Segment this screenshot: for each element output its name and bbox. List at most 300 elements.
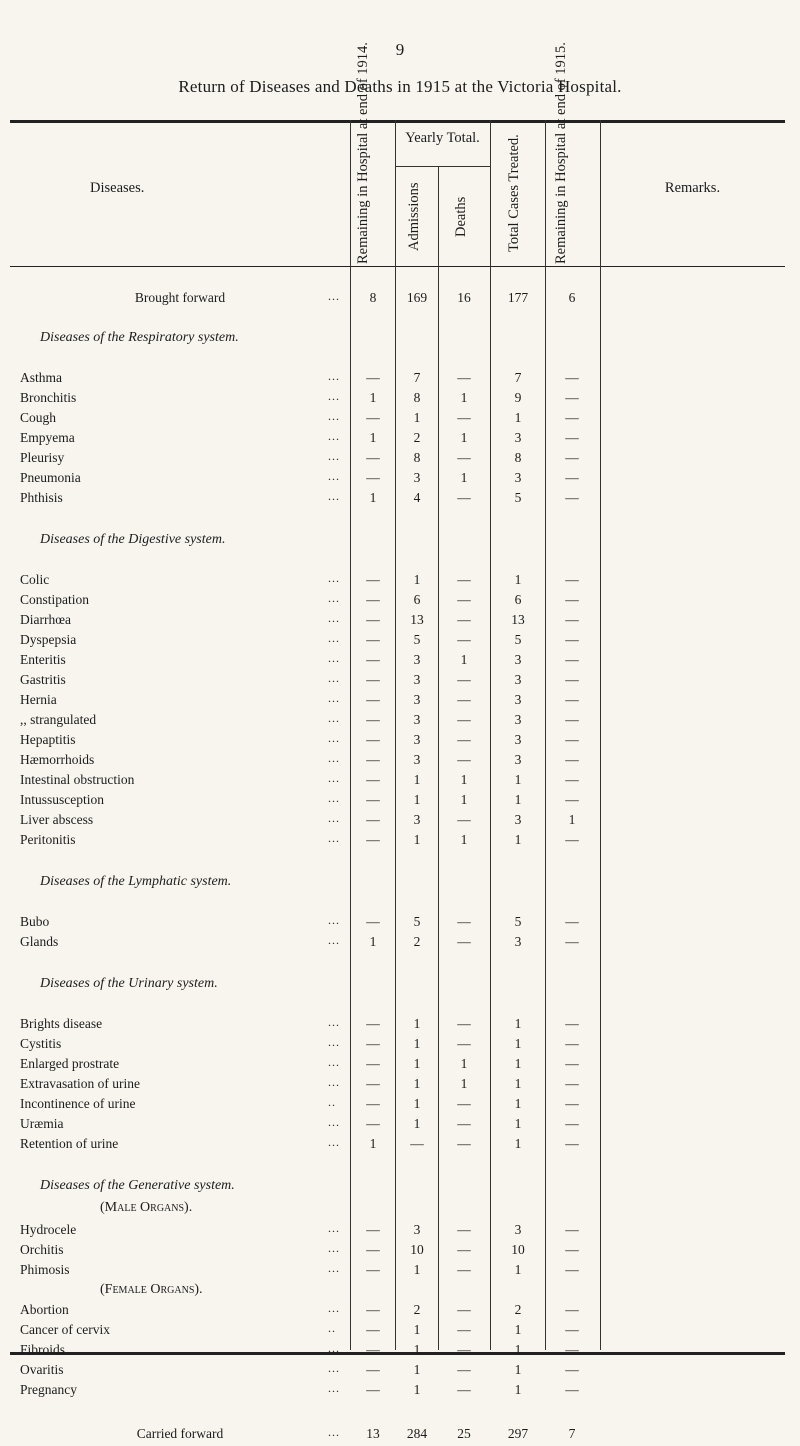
total-treated-cell: 3 [514, 712, 522, 727]
disease-name: ,, strangulated [20, 712, 97, 727]
table-row [10, 1016, 785, 1036]
table-row [10, 450, 785, 470]
disease-name: Bubo [20, 914, 50, 929]
table-row [10, 470, 785, 490]
remaining-1915-cell: — [565, 390, 579, 405]
deaths-cell: 1 [460, 772, 468, 787]
total-treated-cell: 2 [514, 1302, 522, 1317]
admissions-cell: 3 [413, 692, 421, 707]
remaining-1914-cell: — [366, 772, 380, 787]
remaining-1915-cell: — [565, 1056, 579, 1071]
disease-name: Glands [20, 934, 59, 949]
remaining-1914-cell: — [366, 732, 380, 747]
disease-name: Pleurisy [20, 450, 65, 465]
remaining-1914-cell: — [366, 1362, 380, 1377]
leader-dots: ... [328, 1241, 340, 1255]
total-treated-cell: 3 [514, 652, 522, 667]
admissions-cell: 1 [413, 792, 421, 807]
disease-name: Extravasation of urine [20, 1076, 140, 1091]
disease-name: Brights disease [20, 1016, 103, 1031]
deaths-cell: — [457, 1362, 471, 1377]
leader-dots: ... [328, 1135, 340, 1149]
remaining-1914-cell: — [366, 1076, 380, 1091]
total-treated-cell: 1 [514, 1322, 522, 1337]
leader-dots: ... [328, 1035, 340, 1049]
leader-dots: ... [328, 289, 340, 303]
yearly-total-divider [395, 166, 490, 167]
admissions-cell: 2 [413, 934, 421, 949]
table-row [10, 430, 785, 450]
admissions-cell: 1 [413, 1262, 421, 1277]
admissions-cell: 1 [413, 1016, 421, 1031]
table-row [10, 692, 785, 712]
remaining-1915-cell: — [565, 1302, 579, 1317]
total-treated-cell: 3 [514, 672, 522, 687]
remaining-1914-cell: — [366, 632, 380, 647]
carried-forward-row [10, 1426, 785, 1446]
section-heading: Diseases of the Respiratory system. [40, 330, 239, 345]
remaining-1915-cell: — [565, 1136, 579, 1151]
deaths-header: Deaths [453, 196, 469, 238]
leader-dots: ... [328, 1261, 340, 1275]
deaths-cell: 1 [460, 430, 468, 445]
admissions-cell: — [410, 1136, 424, 1151]
total-treated-cell: 1 [514, 1036, 522, 1051]
disease-name: Empyema [20, 430, 75, 445]
remaining-1915-cell: — [565, 490, 579, 505]
admissions-cell: 5 [413, 632, 421, 647]
deaths-cell: — [457, 934, 471, 949]
admissions-cell: 1 [413, 1362, 421, 1377]
leader-dots: ... [328, 671, 340, 685]
leader-dots: ... [328, 1075, 340, 1089]
admissions-cell: 1 [413, 1382, 421, 1397]
remaining-1915-cell: — [565, 1262, 579, 1277]
leader-dots: ... [328, 691, 340, 705]
remaining-1914-cell: — [366, 672, 380, 687]
deaths-cell: 1 [460, 390, 468, 405]
total-treated-cell: 3 [514, 812, 522, 827]
total-treated-cell: 1 [514, 1136, 522, 1151]
remaining-1914-cell: 1 [369, 1136, 377, 1151]
deaths-cell: — [457, 1036, 471, 1051]
admissions-cell: 169 [406, 290, 428, 305]
admissions-cell: 1 [413, 1322, 421, 1337]
total-treated-cell: 1 [514, 832, 522, 847]
remaining-1915-cell: — [565, 1036, 579, 1051]
table-row [10, 1362, 785, 1382]
admissions-cell: 1 [413, 410, 421, 425]
leader-dots: ... [328, 811, 340, 825]
admissions-cell: 1 [413, 1076, 421, 1091]
total-treated-cell: 1 [514, 1096, 522, 1111]
total-treated-cell: 1 [514, 1056, 522, 1071]
admissions-cell: 3 [413, 470, 421, 485]
deaths-cell: — [457, 1242, 471, 1257]
deaths-cell: — [457, 632, 471, 647]
remaining-1915-cell: — [565, 612, 579, 627]
remaining-1914-cell: — [366, 792, 380, 807]
total-treated-cell: 1 [514, 772, 522, 787]
deaths-cell: — [457, 490, 471, 505]
leader-dots: ... [328, 611, 340, 625]
admissions-cell: 3 [413, 712, 421, 727]
leader-dots: ... [328, 449, 340, 463]
total-treated-cell: 297 [507, 1426, 529, 1441]
leader-dots: ... [328, 1425, 340, 1439]
remaining-1914-cell: — [366, 914, 380, 929]
deaths-cell: — [457, 812, 471, 827]
leader-dots: ... [328, 731, 340, 745]
total-treated-cell: 1 [514, 1382, 522, 1397]
disease-name: Hernia [20, 692, 57, 707]
leader-dots: ... [328, 791, 340, 805]
deaths-cell: — [457, 692, 471, 707]
admissions-cell: 1 [413, 1036, 421, 1051]
disease-name: Colic [20, 572, 50, 587]
total-treated-cell: 3 [514, 752, 522, 767]
disease-name: Enteritis [20, 652, 66, 667]
disease-name: Gastritis [20, 672, 66, 687]
total-treated-cell: 13 [511, 612, 525, 627]
leader-dots: ... [328, 1301, 340, 1315]
disease-name: Pneumonia [20, 470, 81, 485]
remaining-1914-cell: — [366, 612, 380, 627]
table-row [10, 1076, 785, 1096]
remaining-1914-cell: — [366, 370, 380, 385]
deaths-cell: 1 [460, 470, 468, 485]
admissions-cell: 2 [413, 1302, 421, 1317]
remaining-1914-header: Remaining in Hospital at end of 1914. [355, 42, 371, 264]
remaining-1914-cell: — [366, 572, 380, 587]
table-row [10, 1056, 785, 1076]
leader-dots: ... [328, 409, 340, 423]
admissions-cell: 3 [413, 652, 421, 667]
deaths-cell: — [457, 410, 471, 425]
disease-name: Peritonitis [20, 832, 76, 847]
total-treated-cell: 3 [514, 1222, 522, 1237]
admissions-cell: 8 [413, 390, 421, 405]
admissions-cell: 1 [413, 1056, 421, 1071]
total-treated-cell: 1 [514, 1262, 522, 1277]
deaths-cell: — [457, 672, 471, 687]
leader-dots: ... [328, 831, 340, 845]
deaths-cell: — [457, 450, 471, 465]
remaining-1915-cell: — [565, 1322, 579, 1337]
disease-name: Abortion [20, 1302, 69, 1317]
admissions-cell: 10 [410, 1242, 424, 1257]
disease-name: Ovaritis [20, 1362, 64, 1377]
admissions-cell: 1 [413, 1116, 421, 1131]
leader-dots: ... [328, 1115, 340, 1129]
disease-name: Cough [20, 410, 57, 425]
remaining-1915-cell: — [565, 1016, 579, 1031]
table-row [10, 592, 785, 612]
total-treated-cell: 1 [514, 572, 522, 587]
total-treated-cell: 1 [514, 410, 522, 425]
remaining-1914-cell: — [366, 1302, 380, 1317]
deaths-cell: — [457, 1342, 471, 1357]
disease-name: Phthisis [20, 490, 63, 505]
admissions-cell: 5 [413, 914, 421, 929]
remaining-1914-cell: — [366, 1036, 380, 1051]
disease-name: Brought forward [134, 290, 226, 305]
admissions-cell: 3 [413, 812, 421, 827]
remaining-1914-cell: — [366, 450, 380, 465]
table-row [10, 572, 785, 592]
remaining-1915-cell: — [565, 410, 579, 425]
table-row [10, 1302, 785, 1322]
remaining-1915-cell: — [565, 1076, 579, 1091]
remaining-1914-cell: 1 [369, 934, 377, 949]
total-treated-cell: 3 [514, 732, 522, 747]
remarks-header: Remarks. [664, 180, 721, 196]
remaining-1915-cell: — [565, 1222, 579, 1237]
subsection-heading: (Male Organs). [100, 1200, 193, 1215]
leader-dots: ... [328, 751, 340, 765]
admissions-cell: 7 [413, 370, 421, 385]
remaining-1915-cell: — [565, 1382, 579, 1397]
deaths-cell: 1 [460, 652, 468, 667]
disease-name: Uræmia [20, 1116, 64, 1131]
remaining-1914-cell: — [366, 592, 380, 607]
admissions-cell: 13 [410, 612, 424, 627]
leader-dots: ... [328, 631, 340, 645]
deaths-cell: — [457, 1222, 471, 1237]
remaining-1914-cell: — [366, 1342, 380, 1357]
disease-name: Pregnancy [20, 1382, 77, 1397]
total-treated-header: Total Cases Treated. [506, 134, 522, 252]
table-row [10, 1242, 785, 1262]
disease-name: Intestinal obstruction [20, 772, 135, 787]
deaths-cell: — [457, 914, 471, 929]
table-row [10, 1262, 785, 1282]
table-row [10, 1036, 785, 1056]
deaths-cell: — [457, 1096, 471, 1111]
remaining-1915-cell: — [565, 470, 579, 485]
deaths-cell: 1 [460, 1056, 468, 1071]
disease-name: Fibroids [20, 1342, 66, 1357]
remaining-1914-cell: — [366, 1056, 380, 1071]
table-row [10, 672, 785, 692]
remaining-1915-cell: — [565, 772, 579, 787]
table-row [10, 632, 785, 652]
remaining-1914-cell: 1 [369, 490, 377, 505]
remaining-1914-cell: 1 [369, 430, 377, 445]
deaths-cell: — [457, 1262, 471, 1277]
admissions-cell: 8 [413, 450, 421, 465]
disease-name: Hepaptitis [20, 732, 76, 747]
total-treated-cell: 1 [514, 792, 522, 807]
section-heading: Diseases of the Urinary system. [40, 976, 218, 991]
admissions-cell: 284 [406, 1426, 428, 1441]
table-row [10, 732, 785, 752]
admissions-cell: 3 [413, 752, 421, 767]
remaining-1915-cell: — [565, 632, 579, 647]
remaining-1915-cell: — [565, 914, 579, 929]
remaining-1914-cell: — [366, 752, 380, 767]
leader-dots: ... [328, 469, 340, 483]
remaining-1914-cell: — [366, 812, 380, 827]
admissions-cell: 3 [413, 732, 421, 747]
leader-dots: ... [328, 1055, 340, 1069]
total-treated-cell: 3 [514, 934, 522, 949]
remaining-1914-cell: — [366, 1382, 380, 1397]
remaining-1915-cell: — [565, 1116, 579, 1131]
table-row [10, 752, 785, 772]
total-treated-cell: 5 [514, 914, 522, 929]
table-row [10, 934, 785, 954]
deaths-cell: — [457, 1322, 471, 1337]
admissions-cell: 1 [413, 572, 421, 587]
admissions-cell: 1 [413, 1096, 421, 1111]
deaths-cell: 16 [457, 290, 471, 305]
disease-name: Bronchitis [20, 390, 77, 405]
deaths-cell: — [457, 1116, 471, 1131]
table-row [10, 812, 785, 832]
deaths-cell: — [457, 572, 471, 587]
disease-name: Orchitis [20, 1242, 64, 1257]
remaining-1915-cell: — [565, 732, 579, 747]
remaining-1915-cell: — [565, 592, 579, 607]
deaths-cell: — [457, 732, 471, 747]
leader-dots: ... [328, 1381, 340, 1395]
table-row [10, 1136, 785, 1156]
total-treated-cell: 7 [514, 370, 522, 385]
disease-name: Cancer of cervix [20, 1322, 110, 1337]
remaining-1914-cell: 1 [369, 390, 377, 405]
brought-forward-row [10, 290, 785, 310]
leader-dots: ... [328, 1361, 340, 1375]
disease-name: Incontinence of urine [20, 1096, 136, 1111]
remaining-1914-cell: — [366, 1322, 380, 1337]
page-title: Return of Diseases and Deaths in 1915 at the Victoria Hospital. [178, 77, 622, 96]
leader-dots: ... [328, 389, 340, 403]
disease-name: Enlarged prostrate [20, 1056, 120, 1071]
admissions-cell: 1 [413, 832, 421, 847]
leader-dots: ... [328, 369, 340, 383]
leader-dots: ... [328, 651, 340, 665]
remaining-1915-cell: — [565, 572, 579, 587]
leader-dots: ... [328, 489, 340, 503]
remaining-1914-cell: — [366, 470, 380, 485]
leader-dots: ... [328, 1341, 340, 1355]
deaths-cell: 1 [460, 792, 468, 807]
total-treated-cell: 1 [514, 1116, 522, 1131]
remaining-1914-cell: — [366, 712, 380, 727]
deaths-cell: — [457, 1382, 471, 1397]
remaining-1914-cell: — [366, 410, 380, 425]
remaining-1914-cell: 13 [366, 1426, 380, 1441]
leader-dots: ... [328, 1015, 340, 1029]
table-row [10, 410, 785, 430]
deaths-cell: 25 [457, 1426, 471, 1441]
remaining-1915-cell: — [565, 692, 579, 707]
total-treated-cell: 3 [514, 692, 522, 707]
total-treated-cell: 3 [514, 430, 522, 445]
remaining-1915-cell: — [565, 450, 579, 465]
remaining-1915-cell: — [565, 752, 579, 767]
section-heading: Diseases of the Digestive system. [40, 532, 226, 547]
disease-name: Carried forward [136, 1426, 224, 1441]
admissions-cell: 1 [413, 772, 421, 787]
admissions-cell: 3 [413, 1222, 421, 1237]
remaining-1914-cell: — [366, 1096, 380, 1111]
table-row [10, 1116, 785, 1136]
remaining-1914-cell: — [366, 692, 380, 707]
remaining-1914-cell: — [366, 832, 380, 847]
table-row [10, 652, 785, 672]
deaths-cell: — [457, 592, 471, 607]
disease-name: Intussusception [20, 792, 104, 807]
table-row [10, 1222, 785, 1242]
total-treated-cell: 3 [514, 470, 522, 485]
deaths-cell: — [457, 1136, 471, 1151]
admissions-cell: 3 [413, 672, 421, 687]
table-row [10, 612, 785, 632]
leader-dots: ... [328, 771, 340, 785]
remaining-1915-cell: 7 [568, 1426, 576, 1441]
admissions-cell: 6 [413, 592, 421, 607]
remaining-1915-cell: — [565, 370, 579, 385]
deaths-cell: 1 [460, 832, 468, 847]
remaining-1914-cell: — [366, 652, 380, 667]
admissions-header: Admissions [406, 182, 422, 252]
page-number: 9 [395, 40, 405, 59]
total-treated-cell: 5 [514, 490, 522, 505]
disease-name: Asthma [20, 370, 62, 385]
remaining-1915-cell: — [565, 430, 579, 445]
remaining-1914-cell: — [366, 1222, 380, 1237]
remaining-1915-header: Remaining in Hospital at end of 1915. [553, 42, 569, 264]
remaining-1915-cell: 6 [568, 290, 576, 305]
table-row [10, 1342, 785, 1362]
leader-dots: ... [328, 1221, 340, 1235]
remaining-1915-cell: — [565, 792, 579, 807]
total-treated-cell: 1 [514, 1076, 522, 1091]
remaining-1914-cell: — [366, 1016, 380, 1031]
remaining-1914-cell: — [366, 1116, 380, 1131]
table-row [10, 832, 785, 852]
section-heading: Diseases of the Generative system. [40, 1178, 235, 1193]
remaining-1914-cell: — [366, 1242, 380, 1257]
admissions-cell: 1 [413, 1342, 421, 1357]
disease-name: Diarrhœa [20, 612, 71, 627]
remaining-1915-cell: — [565, 652, 579, 667]
header-rule [10, 266, 785, 267]
deaths-cell: 1 [460, 1076, 468, 1091]
leader-dots: ... [328, 591, 340, 605]
remaining-1915-cell: — [565, 712, 579, 727]
remaining-1915-cell: — [565, 934, 579, 949]
table-row [10, 1382, 785, 1402]
table-row [10, 490, 785, 510]
total-treated-cell: 6 [514, 592, 522, 607]
deaths-cell: — [457, 712, 471, 727]
disease-name: Phimosis [20, 1262, 70, 1277]
total-treated-cell: 9 [514, 390, 522, 405]
table-row [10, 1096, 785, 1116]
total-treated-cell: 8 [514, 450, 522, 465]
section-heading: Diseases of the Lymphatic system. [40, 874, 232, 889]
admissions-cell: 2 [413, 430, 421, 445]
disease-name: Liver abscess [20, 812, 94, 827]
remaining-1915-cell: 1 [568, 812, 576, 827]
total-treated-cell: 1 [514, 1016, 522, 1031]
table-row [10, 712, 785, 732]
leader-dots: ... [328, 711, 340, 725]
remaining-1914-cell: — [366, 1262, 380, 1277]
